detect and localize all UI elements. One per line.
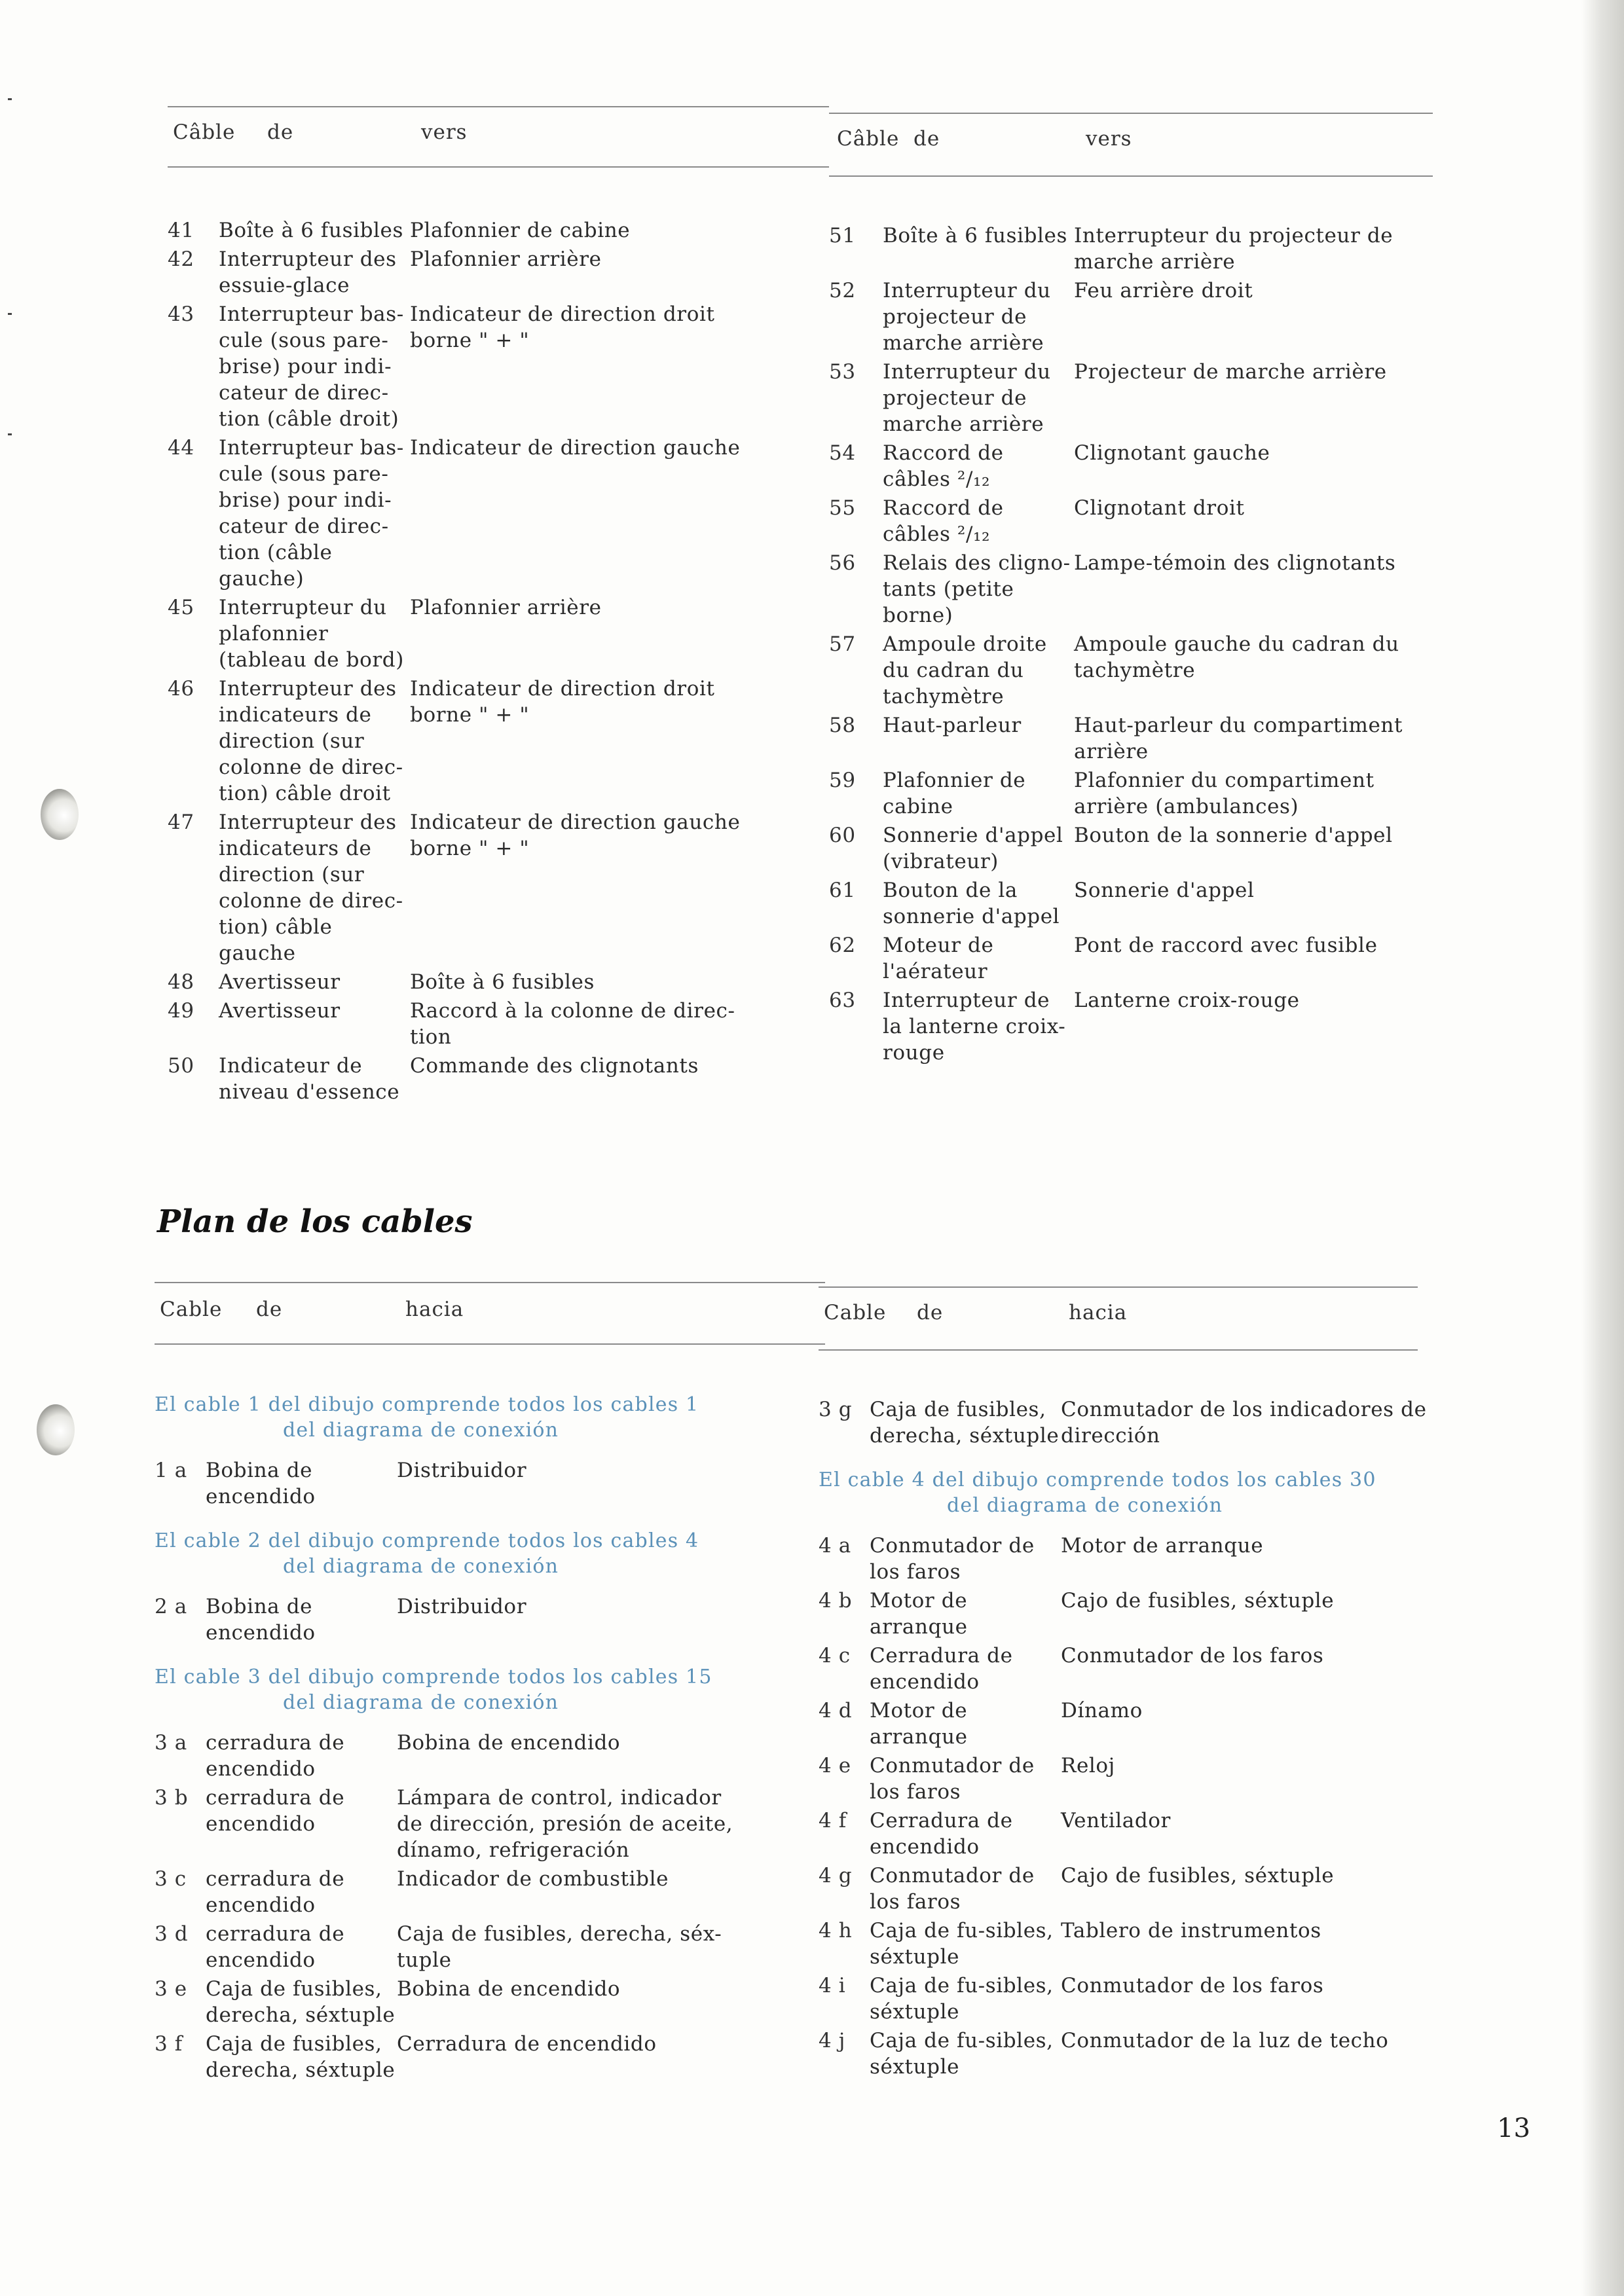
cable-from: Caja de fu-sibles, séxtuple [870, 1974, 1054, 2024]
cable-from: Interrupteur des essuie-glace [219, 247, 397, 297]
group-note [155, 1664, 825, 1715]
cable-to: Conmutador de la luz de techo [1061, 2029, 1389, 2052]
table-row [155, 1976, 825, 2028]
group-note-line: El cable 3 del dibujo comprende todos los cables 15 [155, 1666, 712, 1688]
french-cable-table-right [829, 113, 1433, 1121]
table-row [829, 712, 1433, 765]
punch-hole-upper [41, 789, 79, 840]
table-row [155, 1730, 825, 1782]
cable-from: Boîte à 6 fusibles [883, 224, 1068, 247]
cable-number: 57 [829, 632, 856, 656]
table-row [168, 594, 829, 673]
cable-to: Raccord à la colonne de direc-tion [410, 999, 735, 1049]
cable-from: Cerradura de encendido [870, 1644, 1013, 1694]
cable-from: Conmutador de los faros [870, 1754, 1035, 1804]
table-rule-header [819, 1349, 1418, 1351]
cable-number: 61 [829, 879, 856, 902]
cable-to: Lámpara de control, indicador de dirección, presión de aceite, dínamo, refrigeración [397, 1786, 733, 1862]
table-row [829, 767, 1433, 820]
spanish-cable-table-right [819, 1286, 1427, 2118]
cable-number: 4 a [819, 1534, 851, 1558]
column-header-cable: Cable [824, 1301, 887, 1324]
cable-to: Sonnerie d'appel [1074, 879, 1255, 902]
cable-from: Sonnerie d'appel (vibrateur) [883, 824, 1063, 873]
table-row [829, 877, 1433, 930]
cable-from: Ampoule droite du cadran du tachymètre [883, 632, 1047, 708]
column-header-cable: Câble [173, 120, 236, 144]
cable-from: Relais des cligno-tants (petite borne) [883, 551, 1071, 627]
table-row [819, 1643, 1418, 1695]
cable-from: Caja de fu-sibles, séxtuple [870, 1919, 1054, 1969]
cable-to: Feu arrière droit [1074, 279, 1253, 302]
table-row [155, 1785, 825, 1863]
cable-from: Interrupteur du projecteur de marche arrière [883, 279, 1051, 355]
cable-to: Plafonnier arrière [410, 596, 602, 619]
column-header-to: vers [1086, 127, 1132, 151]
cable-number: 4 g [819, 1864, 853, 1887]
group-note-line: El cable 1 del dibujo comprende todos los cables 1 [155, 1393, 699, 1416]
cable-to: Cajo de fusibles, séxtuple [1061, 1864, 1335, 1887]
group-note [155, 1392, 825, 1443]
table-rule-top [829, 113, 1433, 114]
cable-number: 3 f [155, 2032, 183, 2056]
table-row [155, 1594, 825, 1646]
cable-number: 46 [168, 677, 194, 701]
cable-from: Motor de arranque [870, 1589, 968, 1639]
table-row [819, 1918, 1418, 1970]
cable-number: 48 [168, 970, 194, 994]
cable-number: 3 e [155, 1977, 187, 2001]
table-row [819, 1533, 1418, 1585]
cable-from: Indicateur de niveau d'essence [219, 1054, 400, 1104]
french-cable-table-left [168, 106, 829, 1114]
cable-from: Caja de fusibles, derecha, séxtuple [206, 2032, 396, 2082]
column-header-cable: Câble [837, 127, 900, 151]
table-rule-header [155, 1343, 825, 1345]
table-rule-top [155, 1282, 825, 1283]
page-number: 13 [1497, 2113, 1530, 2143]
cable-to: Cerradura de encendido [397, 2032, 657, 2056]
group-note-line: del diagrama de conexión [283, 1555, 559, 1578]
page-edge-shadow [1581, 0, 1624, 2296]
cable-to: Lampe-témoin des clignotants [1074, 551, 1396, 575]
cable-to: Plafonnier arrière [410, 247, 602, 271]
group-note-line: El cable 2 del dibujo comprende todos los cables 4 [155, 1529, 699, 1552]
column-header-from: de [917, 1301, 944, 1324]
cable-from: Caja de fusibles, derecha, séxtuple [206, 1977, 396, 2027]
cable-number: 4 b [819, 1589, 853, 1613]
cable-to: Indicateur de direction gauche [410, 436, 741, 460]
table-row [819, 1753, 1418, 1805]
cable-to: Caja de fusibles, derecha, séx-tuple [397, 1922, 722, 1972]
cable-to: Ventilador [1061, 1809, 1171, 1832]
table-row [168, 1053, 829, 1105]
cable-number: 4 j [819, 2029, 845, 2052]
cable-from: Caja de fu-sibles, séxtuple [870, 2029, 1054, 2079]
cable-from: Avertisseur [219, 970, 341, 994]
table-row [829, 278, 1433, 356]
table-row [829, 932, 1433, 985]
cable-from: Motor de arranque [870, 1699, 968, 1749]
cable-number: 3 c [155, 1867, 187, 1891]
cable-number: 41 [168, 219, 194, 242]
cable-from: cerradura de encendido [206, 1731, 345, 1781]
table-row [168, 969, 829, 995]
table-row [819, 1396, 1427, 1449]
cable-number: 4 d [819, 1699, 853, 1722]
cable-from: Interrupteur des indicateurs de direction (sur colonne de direc-tion) câble gauche [219, 811, 403, 965]
cable-to: Plafonnier de cabine [410, 219, 631, 242]
cable-to: Pont de raccord avec fusible [1074, 934, 1378, 957]
table-row [155, 1866, 825, 1918]
table-row [819, 1698, 1418, 1750]
table-body [155, 1383, 825, 2092]
table-row [829, 359, 1433, 437]
table-row [829, 550, 1433, 629]
table-body [168, 217, 829, 1108]
table-rule-top [168, 106, 829, 107]
cable-from: Haut-parleur [883, 714, 1022, 737]
cable-from: cerradura de encendido [206, 1867, 345, 1917]
table-body [819, 1396, 1427, 2089]
cable-from: Raccord de câbles ²/₁₂ [883, 441, 1004, 491]
cable-number: 2 a [155, 1595, 187, 1618]
cable-from: Bobina de encendido [206, 1595, 316, 1645]
table-row [829, 822, 1433, 875]
table-row [829, 495, 1433, 547]
table-row [168, 246, 829, 299]
table-row [819, 1973, 1418, 2025]
cable-to: Indicateur de direction droit borne " + " [410, 302, 715, 352]
table-row [155, 1457, 825, 1510]
cable-from: Boîte à 6 fusibles [219, 219, 404, 242]
table-row [168, 217, 829, 244]
table-row [829, 440, 1433, 492]
cable-number: 44 [168, 436, 194, 460]
cable-number: 54 [829, 441, 856, 465]
cable-number: 3 a [155, 1731, 187, 1755]
cable-number: 4 i [819, 1974, 846, 1997]
cable-to: Lanterne croix-rouge [1074, 989, 1300, 1012]
cable-from: Bouton de la sonnerie d'appel [883, 879, 1060, 928]
column-header-from: de [267, 120, 294, 144]
cable-number: 50 [168, 1054, 194, 1078]
cable-to: Ampoule gauche du cadran du tachymètre [1074, 632, 1399, 682]
cable-number: 3 b [155, 1786, 189, 1810]
cable-number: 3 d [155, 1922, 189, 1946]
cable-to: Indicador de combustible [397, 1867, 669, 1891]
table-row [819, 2028, 1418, 2080]
cable-number: 62 [829, 934, 856, 957]
cable-to: Cajo de fusibles, séxtuple [1061, 1589, 1335, 1613]
cable-from: Interrupteur bas-cule (sous pare-brise) pour indi-cateur de direc-tion (câble droit) [219, 302, 404, 431]
cable-to: Distribuidor [397, 1459, 527, 1482]
cable-from: cerradura de encendido [206, 1786, 345, 1836]
column-header-from: de [913, 127, 940, 151]
cable-from: Caja de fusibles, derecha, séxtuple [870, 1398, 1060, 1448]
column-header-to: hacia [405, 1298, 464, 1321]
margin-mark [8, 313, 12, 315]
cable-to: Indicateur de direction gauche borne " + " [410, 811, 741, 860]
cable-to: Tablero de instrumentos [1061, 1919, 1321, 1942]
column-header-to: hacia [1069, 1301, 1128, 1324]
cable-number: 4 e [819, 1754, 851, 1777]
cable-from: cerradura de encendido [206, 1922, 345, 1972]
cable-from: Conmutador de los faros [870, 1534, 1035, 1584]
margin-mark [8, 98, 12, 100]
cable-to: Clignotant droit [1074, 496, 1245, 520]
cable-from: Interrupteur du plafonnier (tableau de bord) [219, 596, 404, 672]
table-row [168, 676, 829, 807]
cable-from: Avertisseur [219, 999, 341, 1023]
cable-from: Moteur de l'aérateur [883, 934, 994, 983]
cable-number: 63 [829, 989, 856, 1012]
table-row [168, 998, 829, 1050]
table-row [819, 1863, 1418, 1915]
cable-from: Cerradura de encendido [870, 1809, 1013, 1859]
cable-to: Conmutador de los indicadores de dirección [1061, 1398, 1427, 1448]
cable-number: 42 [168, 247, 194, 271]
cable-number: 4 f [819, 1809, 847, 1832]
table-rule-header [168, 166, 829, 168]
cable-to: Plafonnier du compartiment arrière (ambulances) [1074, 769, 1375, 818]
cable-from: Interrupteur des indicateurs de direction (sur colonne de direc-tion) câble droit [219, 677, 403, 805]
cable-from: Interrupteur du projecteur de marche arrière [883, 360, 1051, 436]
cable-to: Dínamo [1061, 1699, 1143, 1722]
table-row [155, 1921, 825, 1973]
table-body [829, 223, 1433, 1068]
cable-from: Plafonnier de cabine [883, 769, 1026, 818]
cable-number: 59 [829, 769, 856, 792]
cable-to: Conmutador de los faros [1061, 1974, 1324, 1997]
group-note [819, 1467, 1418, 1518]
column-header-from: de [256, 1298, 283, 1321]
cable-from: Bobina de encendido [206, 1459, 316, 1508]
cable-to: Clignotant gauche [1074, 441, 1270, 465]
punch-hole-lower [37, 1404, 75, 1455]
cable-number: 55 [829, 496, 856, 520]
cable-number: 1 a [155, 1459, 187, 1482]
table-row [819, 1808, 1418, 1860]
table-row [168, 809, 829, 966]
cable-to: Conmutador de los faros [1061, 1644, 1324, 1667]
cable-number: 4 h [819, 1919, 853, 1942]
margin-mark [8, 433, 12, 435]
group-note [155, 1528, 825, 1579]
cable-number: 43 [168, 302, 194, 326]
column-header-cable: Cable [160, 1298, 223, 1321]
cable-to: Distribuidor [397, 1595, 527, 1618]
group-note-line: del diagrama de conexión [947, 1494, 1223, 1517]
section-title: Plan de los cables [157, 1203, 473, 1240]
table-rule-top [819, 1286, 1418, 1288]
cable-from: Conmutador de los faros [870, 1864, 1035, 1914]
table-row [819, 1588, 1418, 1640]
group-note-line: del diagrama de conexión [283, 1691, 559, 1714]
cable-to: Projecteur de marche arrière [1074, 360, 1387, 384]
cable-from: Interrupteur de la lanterne croix-rouge [883, 989, 1066, 1065]
table-rule-header [829, 175, 1433, 177]
cable-number: 51 [829, 224, 856, 247]
cable-from: Raccord de câbles ²/₁₂ [883, 496, 1004, 546]
cable-to: Haut-parleur du compartiment arrière [1074, 714, 1403, 763]
table-row [829, 223, 1433, 275]
cable-number: 58 [829, 714, 856, 737]
spanish-cable-table-left [155, 1282, 825, 2113]
cable-number: 52 [829, 279, 856, 302]
cable-number: 60 [829, 824, 856, 847]
cable-to: Motor de arranque [1061, 1534, 1264, 1558]
cable-to: Bouton de la sonnerie d'appel [1074, 824, 1393, 847]
column-header-to: vers [421, 120, 468, 144]
group-note-line: El cable 4 del dibujo comprende todos los cables 30 [819, 1468, 1376, 1491]
cable-number: 3 g [819, 1398, 853, 1421]
table-row [829, 987, 1433, 1066]
cable-number: 56 [829, 551, 856, 575]
table-row [168, 435, 829, 592]
cable-to: Indicateur de direction droit borne " + " [410, 677, 715, 727]
cable-to: Commande des clignotants [410, 1054, 699, 1078]
cable-number: 4 c [819, 1644, 851, 1667]
table-row [168, 301, 829, 432]
cable-to: Reloj [1061, 1754, 1115, 1777]
cable-to: Boîte à 6 fusibles [410, 970, 595, 994]
group-note-line: del diagrama de conexión [283, 1419, 559, 1442]
cable-number: 53 [829, 360, 856, 384]
cable-number: 45 [168, 596, 194, 619]
cable-to: Bobina de encendido [397, 1977, 621, 2001]
table-row [829, 631, 1433, 710]
cable-to: Bobina de encendido [397, 1731, 621, 1755]
cable-number: 47 [168, 811, 194, 834]
cable-from: Interrupteur bas-cule (sous pare-brise) pour indi-cateur de direc-tion (câble gauche) [219, 436, 404, 591]
cable-to: Interrupteur du projecteur de marche arrière [1074, 224, 1393, 274]
table-row [155, 2031, 825, 2083]
cable-number: 49 [168, 999, 194, 1023]
